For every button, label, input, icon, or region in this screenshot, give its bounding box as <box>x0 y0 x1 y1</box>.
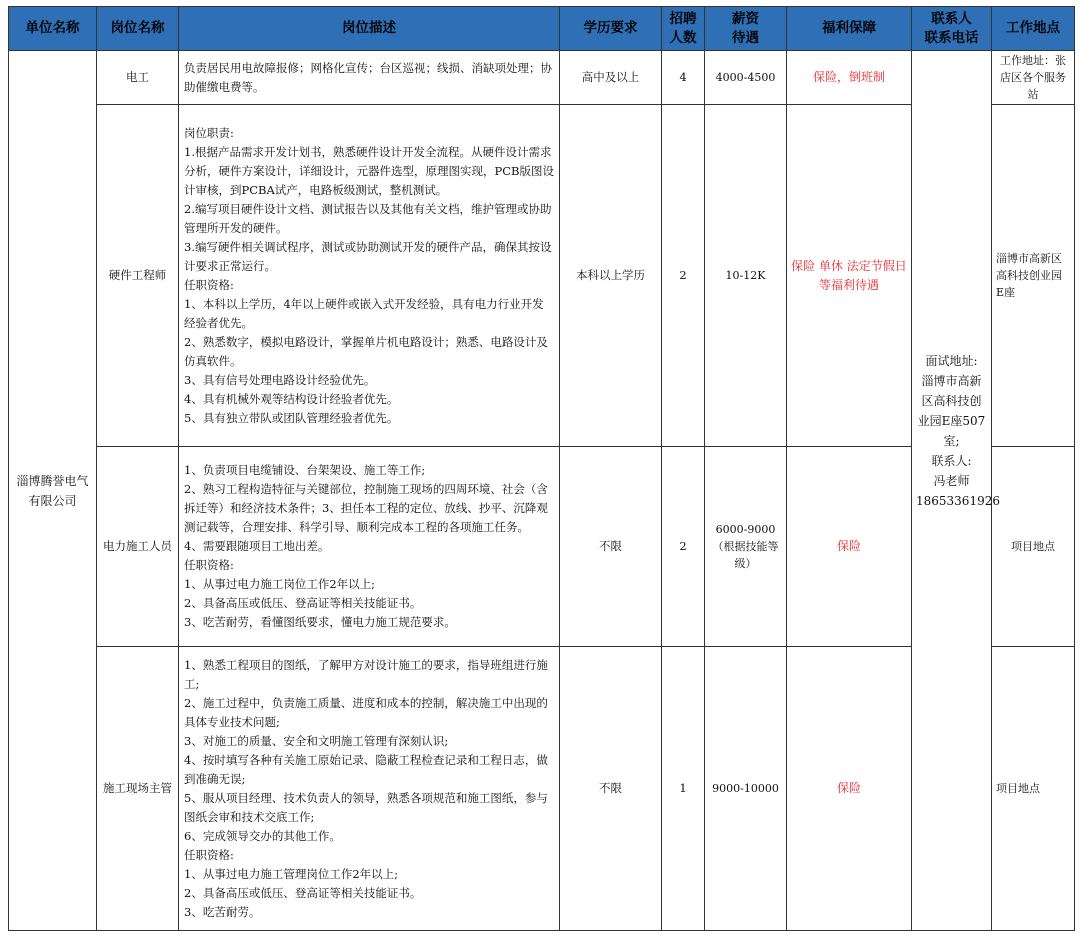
description-line: 5、具有独立带队或团队管理经验者优先。 <box>184 410 399 425</box>
description-cell <box>179 447 560 647</box>
company-cell: 淄博腾誉电气有限公司 <box>9 51 97 931</box>
benefits-cell: 保险 <box>787 447 912 647</box>
education-cell: 不限 <box>560 447 662 647</box>
description-line: 5、服从项目经理、技术负责人的领导，熟悉各项规范和施工图纸，参与图纸会审和技术交底工作; <box>184 790 548 824</box>
header-headcount <box>662 7 705 51</box>
header-education: 学历要求 <box>560 7 662 51</box>
header-position: 岗位名称 <box>97 7 179 51</box>
description-line: 任职资格: <box>184 847 234 862</box>
header-row <box>9 7 1075 51</box>
description-line: 3、吃苦耐劳，看懂图纸要求，懂电力施工规范要求。 <box>184 615 456 629</box>
header-contact <box>912 7 992 51</box>
description-line: 1、从事过电力施工管理岗位工作2年以上; <box>184 866 399 881</box>
location-cell: 项目地点 <box>992 647 1075 931</box>
header-salary-line2: 待遇 <box>732 29 759 46</box>
salary-cell: 9000-10000 <box>705 647 787 931</box>
location-cell: 工作地址：张店区各个服务站 <box>992 51 1075 105</box>
location-cell: 淄博市高新区高科技创业园E座 <box>992 105 1075 447</box>
contact-line: 冯老师 <box>933 474 970 488</box>
description-line: 任职资格: <box>184 558 234 572</box>
description-line: 3、吃苦耐劳。 <box>184 904 261 919</box>
description-line: 6、完成领导交办的其他工作。 <box>184 828 341 843</box>
position-cell: 电力施工人员 <box>97 447 179 647</box>
description-line: 2.编写项目硬件设计文档、测试报告以及其他有关文档，维护管理或协助管理所开发的硬件。 <box>184 201 552 235</box>
header-headcount-line1: 招聘 <box>669 10 697 27</box>
description-line: 负责居民用电故障报修；网格化宣传；台区巡视；线损、消缺项处理；协助催缴电费等。 <box>184 60 552 94</box>
table-row <box>9 51 1075 105</box>
header-salary-line1: 薪资 <box>732 10 759 27</box>
description-line: 2、熟悉数字，模拟电路设计，掌握单片机电路设计；熟悉、电路设计及仿真软件。 <box>184 334 548 368</box>
description-line: 2、具备高压或低压、登高证等相关技能证书。 <box>184 885 422 900</box>
contact-line: 面试地址: <box>925 354 978 368</box>
header-salary <box>705 7 787 51</box>
headcount-cell: 2 <box>662 447 705 647</box>
header-contact-line1: 联系人 <box>931 10 972 27</box>
benefits-cell: 保险 <box>787 647 912 931</box>
description-line: 2、熟习工程构造特征与关键部位，控制施工现场的四周环境、社会（含拆迁等）和经济技术条件；3、担任本工程的定位、放线、抄平、沉降观测记载等，合理安排、科学引导、顺利完成本工程的各项施工任务。 <box>184 482 548 534</box>
header-company: 单位名称 <box>9 7 97 51</box>
headcount-cell: 1 <box>662 647 705 931</box>
headcount-cell: 4 <box>662 51 705 105</box>
header-benefits: 福利保障 <box>787 7 912 51</box>
description-line: 4、按时填写各种有关施工原始记录、隐蔽工程检查记录和工程日志，做到准确无误; <box>184 752 548 786</box>
description-line: 1、负责项目电缆铺设、台架架设、施工等工作; <box>184 463 426 477</box>
description-line: 1、从事过电力施工岗位工作2年以上; <box>184 577 376 591</box>
description-line: 任职资格: <box>184 277 234 292</box>
salary-cell: 6000-9000（根据技能等级） <box>705 447 787 647</box>
description-line: 3、对施工的质量、安全和文明施工管理有深刻认识; <box>184 733 449 748</box>
location-cell: 项目地点 <box>992 447 1075 647</box>
contact-line: 淄博市高新 <box>921 374 982 388</box>
education-cell: 高中及以上 <box>560 51 662 105</box>
description-line: 2、具备高压或低压、登高证等相关技能证书。 <box>184 596 422 610</box>
description-cell <box>179 105 560 447</box>
benefits-cell: 保险，倒班制 <box>787 51 912 105</box>
description-line: 1、本科以上学历，4年以上硬件或嵌入式开发经验，具有电力行业开发经验者优先。 <box>184 296 544 330</box>
description-cell <box>179 647 560 931</box>
contact-line: 业园E座507 <box>917 414 986 428</box>
description-line: 4、具有机械外观等结构设计经验者优先。 <box>184 391 399 406</box>
job-table <box>8 6 1075 931</box>
contact-line: 联系人: <box>931 454 972 468</box>
description-line: 1.根据产品需求开发计划书，熟悉硬件设计开发全流程。从硬件设计需求分析，硬件方案设计，详细设计，元器件选型，原理图实现，PCB版图设计审核，到PCBA试产，电路板级测试，整机测试。 <box>184 144 554 197</box>
education-cell: 本科以上学历 <box>560 105 662 447</box>
description-line: 1、熟悉工程项目的图纸，了解甲方对设计施工的要求，指导班组进行施工; <box>184 657 548 691</box>
headcount-cell: 2 <box>662 105 705 447</box>
header-description: 岗位描述 <box>179 7 560 51</box>
position-cell: 电工 <box>97 51 179 105</box>
description-line: 2、施工过程中，负责施工质量、进度和成本的控制，解决施工中出现的具体专业技术问题; <box>184 695 548 729</box>
salary-cell: 10-12K <box>705 105 787 447</box>
header-location: 工作地点 <box>992 7 1075 51</box>
education-cell: 不限 <box>560 647 662 931</box>
description-line: 3、具有信号处理电路设计经验优先。 <box>184 372 376 387</box>
description-cell <box>179 51 560 105</box>
position-cell: 硬件工程师 <box>97 105 179 447</box>
contact-line: 区高科技创 <box>921 394 982 408</box>
contact-line: 18653361926 <box>916 494 1000 508</box>
header-headcount-line2: 人数 <box>669 29 697 46</box>
description-line: 4、需要跟随项目工地出差。 <box>184 539 330 553</box>
salary-cell: 4000-4500 <box>705 51 787 105</box>
contact-cell <box>912 51 1000 931</box>
benefits-cell: 保险 单休 法定节假日等福利待遇 <box>787 105 912 447</box>
header-contact-line2: 联系电话 <box>924 29 979 46</box>
description-line: 3.编写硬件相关调试程序，测试或协助测试开发的硬件产品，确保其按设计要求正常运行。 <box>184 239 552 273</box>
contact-line: 室; <box>943 434 960 448</box>
description-line: 岗位职责: <box>184 125 234 140</box>
position-cell: 施工现场主管 <box>97 647 179 931</box>
